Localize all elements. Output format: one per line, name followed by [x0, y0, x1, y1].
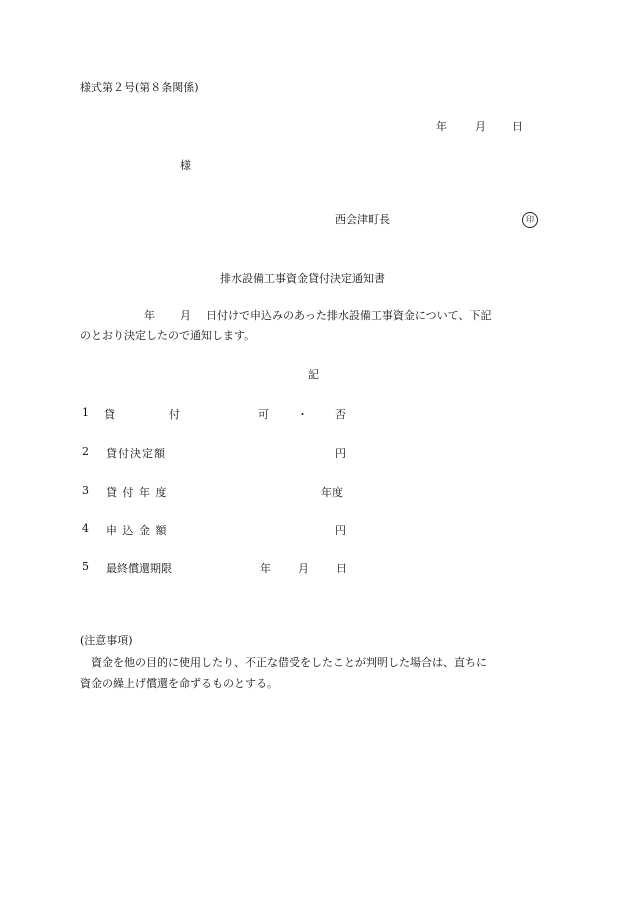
- item-row-1: [80, 406, 380, 420]
- item-unit: 年度: [321, 486, 343, 499]
- notes-line1: 資金を他の目的に使用したり、不正な借受をしたことが判明した場合は、直ちに: [91, 656, 487, 669]
- item-label: 最終償還期限: [106, 562, 172, 575]
- form-number: 様式第２号(第８条関係): [80, 81, 199, 94]
- notes-line2: 資金の繰上げ償還を命ずるものとする。: [80, 677, 278, 690]
- item-option-sep: ・: [297, 408, 308, 421]
- item-label: 貸 付 年 度: [106, 486, 168, 499]
- item-label: 申 込 金 額: [106, 524, 168, 537]
- item-row-2: [80, 445, 380, 459]
- item-unit: 円: [335, 447, 346, 460]
- item-row-3: [80, 484, 380, 498]
- item-year: 年: [260, 562, 271, 575]
- item-number: 5: [82, 560, 89, 573]
- date-month: 月: [475, 120, 486, 133]
- date-year: 年: [436, 120, 447, 133]
- date-day: 日: [512, 120, 523, 133]
- seal-mark: 印: [522, 212, 538, 228]
- issuer: 西会津町長: [335, 213, 390, 226]
- item-option-yes: 可: [258, 408, 269, 421]
- item-month: 月: [298, 562, 309, 575]
- item-number: 1: [82, 406, 89, 419]
- item-label-a: 貸: [104, 408, 115, 421]
- item-day: 日: [336, 562, 347, 575]
- item-option-no: 否: [335, 408, 346, 421]
- document-title: 排水設備工事資金貸付決定通知書: [220, 272, 385, 285]
- item-row-4: [80, 522, 380, 536]
- body-line2: のとおり決定したので通知します。: [80, 329, 256, 342]
- item-number: 2: [82, 445, 89, 458]
- body-year: 年: [144, 309, 155, 322]
- notes-heading: (注意事項): [80, 634, 133, 647]
- item-label: 貸付決定額: [106, 447, 166, 460]
- body-line1: 日付けで申込みのあった排水設備工事資金について、下記: [206, 309, 492, 322]
- ki-heading: 記: [308, 368, 319, 381]
- item-number: 4: [82, 522, 89, 535]
- item-number: 3: [82, 484, 89, 497]
- item-unit: 円: [335, 524, 346, 537]
- item-row-5: [80, 560, 380, 574]
- item-label-b: 付: [169, 408, 180, 421]
- body-month: 月: [180, 309, 191, 322]
- addressee-suffix: 様: [180, 159, 191, 172]
